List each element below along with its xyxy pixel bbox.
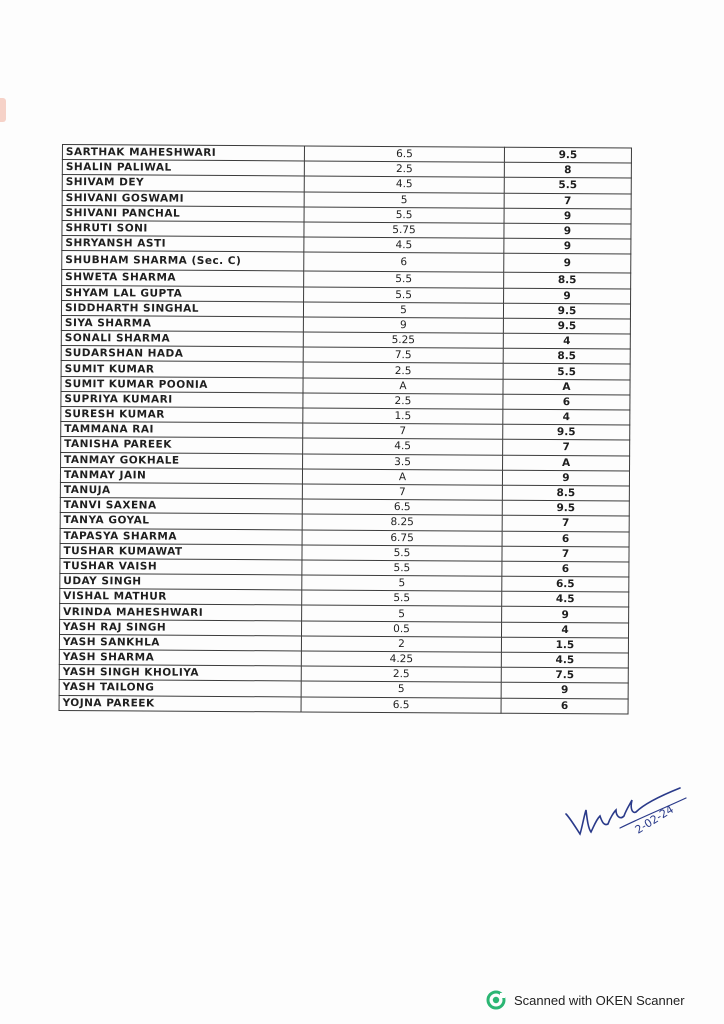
mark-1-cell: A — [302, 469, 502, 485]
student-name-cell: TANMAY JAIN — [60, 467, 302, 484]
table-row — [59, 695, 628, 714]
mark-2-cell: 9 — [504, 238, 631, 254]
signature-date: 2-02-24 — [632, 802, 677, 837]
student-name-cell: SHYAM LAL GUPTA — [62, 285, 304, 302]
mark-1-cell: 7 — [302, 484, 502, 500]
mark-1-cell: 5.5 — [304, 207, 504, 223]
student-name-cell: TANUJA — [60, 482, 302, 499]
mark-1-cell: 3.5 — [303, 454, 503, 470]
student-name-cell: YASH SANKHLA — [59, 634, 301, 651]
student-name-cell: YASH SHARMA — [59, 649, 301, 666]
student-name-cell: SUMIT KUMAR — [61, 361, 303, 378]
mark-1-cell: 6.5 — [301, 697, 501, 713]
handwritten-signature — [560, 770, 700, 850]
student-name-cell: TANVI SAXENA — [60, 498, 302, 515]
mark-1-cell: A — [303, 378, 503, 394]
student-name-cell: YOJNA PAREEK — [59, 695, 301, 712]
student-name-cell: YASH TAILONG — [59, 680, 301, 697]
mark-1-cell: 7.5 — [303, 347, 503, 363]
student-name-cell: TANMAY GOKHALE — [61, 452, 303, 469]
student-name-cell: SUDARSHAN HADA — [61, 346, 303, 363]
student-name-cell: SIYA SHARMA — [61, 315, 303, 332]
mark-2-cell: 9 — [504, 223, 631, 239]
mark-1-cell: 2.5 — [301, 666, 501, 682]
student-name-cell: SUPRIYA KUMARI — [61, 391, 303, 408]
mark-2-cell: 5.5 — [503, 364, 630, 380]
student-name-cell: TUSHAR KUMAWAT — [60, 543, 302, 560]
mark-1-cell: 5.25 — [303, 332, 503, 348]
mark-1-cell: 4.5 — [304, 237, 504, 253]
mark-2-cell: 9 — [502, 607, 629, 623]
mark-1-cell: 5 — [302, 605, 502, 621]
mark-2-cell: 8.5 — [504, 273, 631, 289]
student-name-cell: UDAY SINGH — [60, 574, 302, 591]
mark-1-cell: 0.5 — [302, 621, 502, 637]
student-name-cell: SIDDHARTH SINGHAL — [61, 300, 303, 317]
mark-1-cell: 5 — [304, 192, 504, 208]
mark-2-cell: 6 — [503, 394, 630, 410]
oken-scanner-logo-icon — [486, 990, 506, 1010]
student-name-cell: SHIVAM DEY — [62, 175, 304, 192]
mark-1-cell: 6.5 — [304, 146, 504, 162]
mark-1-cell: 8.25 — [302, 514, 502, 530]
student-name-cell: TANISHA PAREEK — [61, 437, 303, 454]
student-name-cell: SONALI SHARMA — [61, 331, 303, 348]
mark-1-cell: 4.5 — [304, 176, 504, 192]
mark-1-cell: 5.5 — [304, 271, 504, 287]
mark-1-cell: 5.5 — [304, 286, 504, 302]
marks-table-body — [59, 145, 631, 714]
mark-2-cell: 4 — [501, 622, 628, 638]
mark-2-cell: 7 — [502, 546, 629, 562]
mark-2-cell: 6 — [501, 698, 628, 714]
mark-2-cell: 9.5 — [503, 303, 630, 319]
mark-2-cell: 1.5 — [501, 637, 628, 653]
mark-2-cell: 8.5 — [503, 348, 630, 364]
mark-2-cell: 6 — [502, 561, 629, 577]
mark-2-cell: 9.5 — [503, 318, 630, 334]
mark-2-cell: 6.5 — [502, 576, 629, 592]
mark-1-cell: 2.5 — [303, 362, 503, 378]
mark-2-cell: 9 — [504, 288, 631, 304]
student-name-cell: SHRUTI SONI — [62, 220, 304, 237]
mark-2-cell: 9 — [504, 208, 631, 224]
student-name-cell: SHIVANI GOSWAMI — [62, 190, 304, 207]
student-name-cell: SURESH KUMAR — [61, 406, 303, 423]
mark-2-cell: 4.5 — [501, 652, 628, 668]
marks-table — [59, 144, 632, 714]
mark-1-cell: 4.5 — [303, 438, 503, 454]
mark-1-cell: 5 — [301, 681, 501, 697]
student-name-cell: TANYA GOYAL — [60, 513, 302, 530]
mark-1-cell: 6.75 — [302, 529, 502, 545]
mark-1-cell: 5.5 — [302, 560, 502, 576]
mark-2-cell: 7.5 — [501, 667, 628, 683]
mark-1-cell: 5.75 — [304, 222, 504, 238]
mark-2-cell: 7 — [502, 516, 629, 532]
student-name-cell: TUSHAR VAISH — [60, 558, 302, 575]
mark-2-cell: A — [503, 379, 630, 395]
mark-1-cell: 6 — [304, 252, 504, 272]
mark-1-cell: 5.5 — [302, 545, 502, 561]
mark-1-cell: 6.5 — [302, 499, 502, 515]
mark-2-cell: A — [503, 455, 630, 471]
mark-2-cell: 8.5 — [502, 485, 629, 501]
mark-2-cell: 4 — [503, 333, 630, 349]
mark-2-cell: 9 — [502, 470, 629, 486]
mark-2-cell: 5.5 — [504, 178, 631, 194]
mark-1-cell: 4.25 — [301, 651, 501, 667]
mark-2-cell: 9.5 — [502, 500, 629, 516]
mark-2-cell: 4.5 — [502, 591, 629, 607]
student-name-cell: TAMMANA RAI — [61, 422, 303, 439]
student-name-cell: VISHAL MATHUR — [60, 589, 302, 606]
mark-1-cell: 5 — [302, 575, 502, 591]
mark-2-cell: 4 — [503, 409, 630, 425]
mark-2-cell: 7 — [504, 193, 631, 209]
mark-1-cell: 9 — [303, 317, 503, 333]
page-edge-mark — [0, 98, 6, 122]
scanner-watermark — [486, 990, 685, 1010]
student-name-cell: SHUBHAM SHARMA (Sec. C) — [62, 251, 304, 271]
mark-2-cell: 8 — [504, 162, 631, 178]
student-name-cell: YASH RAJ SINGH — [60, 619, 302, 636]
student-name-cell: SHIVANI PANCHAL — [62, 205, 304, 222]
student-name-cell: YASH SINGH KHOLIYA — [59, 665, 301, 682]
mark-1-cell: 2.5 — [304, 161, 504, 177]
student-name-cell: TAPASYA SHARMA — [60, 528, 302, 545]
student-name-cell: SARTHAK MAHESHWARI — [62, 145, 304, 162]
scanner-watermark-text: Scanned with OKEN Scanner — [514, 992, 685, 1008]
mark-2-cell: 7 — [503, 440, 630, 456]
mark-1-cell: 5 — [303, 302, 503, 318]
student-name-cell: SHRYANSH ASTI — [62, 236, 304, 253]
mark-2-cell: 9.5 — [503, 424, 630, 440]
mark-1-cell: 7 — [303, 423, 503, 439]
mark-1-cell: 1.5 — [303, 408, 503, 424]
mark-1-cell: 2.5 — [303, 393, 503, 409]
mark-2-cell: 9 — [501, 683, 628, 699]
mark-2-cell: 9.5 — [504, 147, 631, 163]
mark-2-cell: 6 — [502, 531, 629, 547]
student-name-cell: SHALIN PALIWAL — [62, 160, 304, 177]
mark-1-cell: 2 — [301, 636, 501, 652]
mark-1-cell: 5.5 — [302, 590, 502, 606]
student-name-cell: SHWETA SHARMA — [62, 270, 304, 287]
mark-2-cell: 9 — [504, 254, 631, 274]
student-name-cell: SUMIT KUMAR POONIA — [61, 376, 303, 393]
student-name-cell: VRINDA MAHESHWARI — [60, 604, 302, 621]
